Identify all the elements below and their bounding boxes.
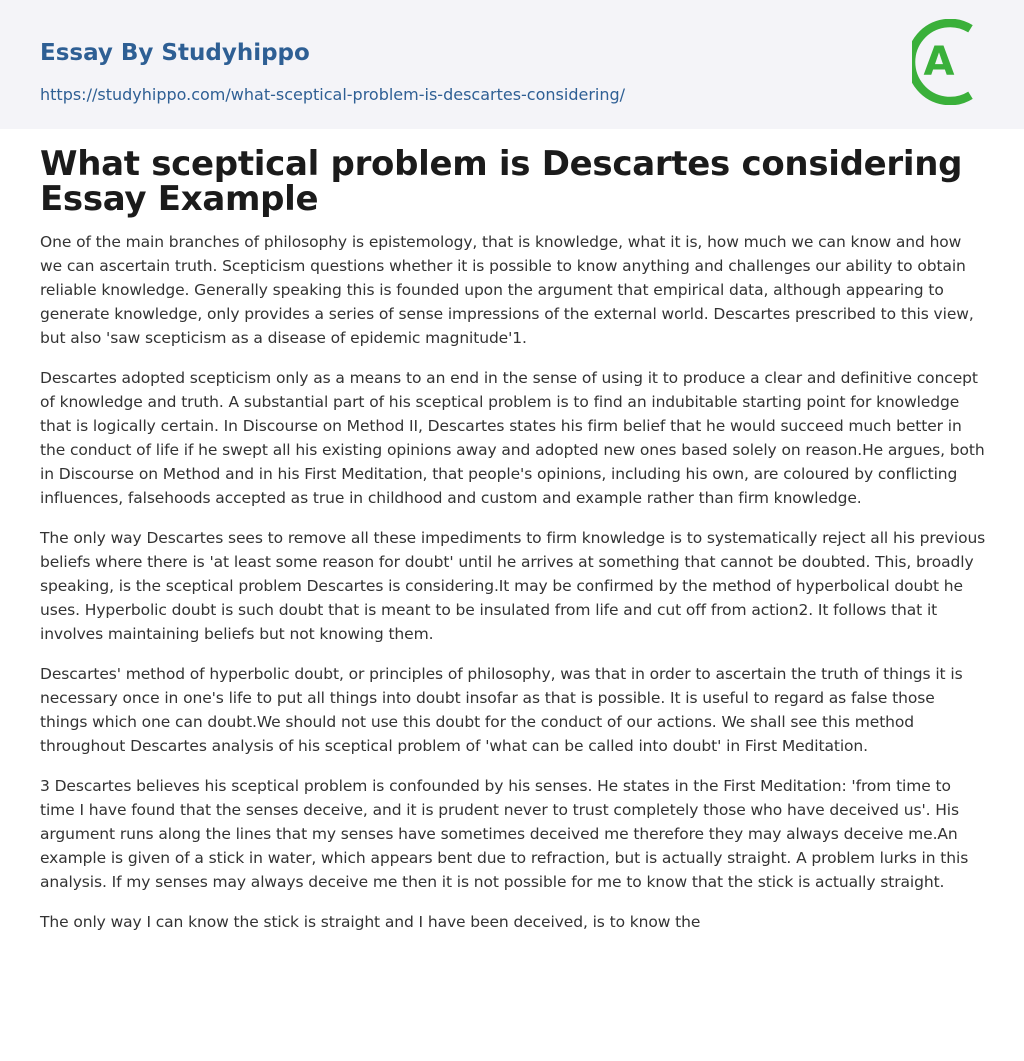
site-header (0, 0, 1024, 129)
logo-letter: A (923, 39, 955, 85)
article-paragraph: The only way Descartes sees to remove all these impediments to firm knowledge is to systematically reject all his previous beliefs where there is 'at least some reason for doubt' until he arrives at something that cannot be doubted. This, broadly speaking, is the sceptical problem Descartes is considering.It may be confirmed by the method of hyperbolical doubt he uses. Hyperbolic doubt is such doubt that is meant to be insulated from life and cut off from action2. It follows that it involves maintaining beliefs but not knowing them. (40, 529, 986, 643)
article-url-link[interactable]: https://studyhippo.com/what-sceptical-problem-is-descartes-considering/ (40, 85, 626, 104)
article-title: What sceptical problem is Descartes considering Essay Example (40, 144, 963, 219)
article-paragraph: The only way I can know the stick is straight and I have been deceived, is to know the (40, 913, 701, 931)
article-paragraph: One of the main branches of philosophy is epistemology, that is knowledge, what it is, how much we can know and how we can ascertain truth. Scepticism questions whether it is possible to know anything and challenges our ability to obtain reliable knowledge. Generally speaking this is founded upon the argument that empirical data, although appearing to generate knowledge, only provides a series of sense impressions of the external world. Descartes prescribed to this view, but also 'saw scepticism as a disease of epidemic magnitude'1. (40, 233, 974, 347)
article (40, 144, 986, 950)
site-title[interactable]: Essay By Studyhippo (40, 40, 310, 66)
article-paragraph: 3 Descartes believes his sceptical problem is confounded by his senses. He states in the First Meditation: 'from time to time I have found that the senses deceive, and it is prudent never to trust completely those who have deceived us'. His argument runs along the lines that my senses have sometimes deceived me therefore they may always deceive me.An example is given of a stick in water, which appears bent due to refraction, but is actually straight. A problem lurks in this analysis. If my senses may always deceive me then it is not possible for me to know that the stick is actually straight. (40, 777, 969, 891)
article-paragraph: Descartes adopted scepticism only as a means to an end in the sense of using it to produce a clear and definitive concept of knowledge and truth. A substantial part of his sceptical problem is to find an indubitable starting point for knowledge that is logically certain. In Discourse on Method II, Descartes states his firm belief that he would succeed much better in the conduct of life if he swept all his existing opinions away and adopted new ones based solely on reason.He argues, both in Discourse on Method and in his First Meditation, that people's opinions, including his own, are coloured by conflicting influences, falsehoods accepted as true in childhood and custom and example rather than firm knowledge. (40, 369, 985, 507)
article-paragraph: Descartes' method of hyperbolic doubt, or principles of philosophy, was that in order to ascertain the truth of things it is necessary once in one's life to put all things into doubt insofar as that is possible. It is useful to regard as false those things which one can doubt.We should not use this doubt for the conduct of our actions. We shall see this method throughout Descartes analysis of his sceptical problem of 'what can be called into doubt' in First Meditation. (40, 665, 963, 755)
logo-icon[interactable] (912, 19, 986, 105)
